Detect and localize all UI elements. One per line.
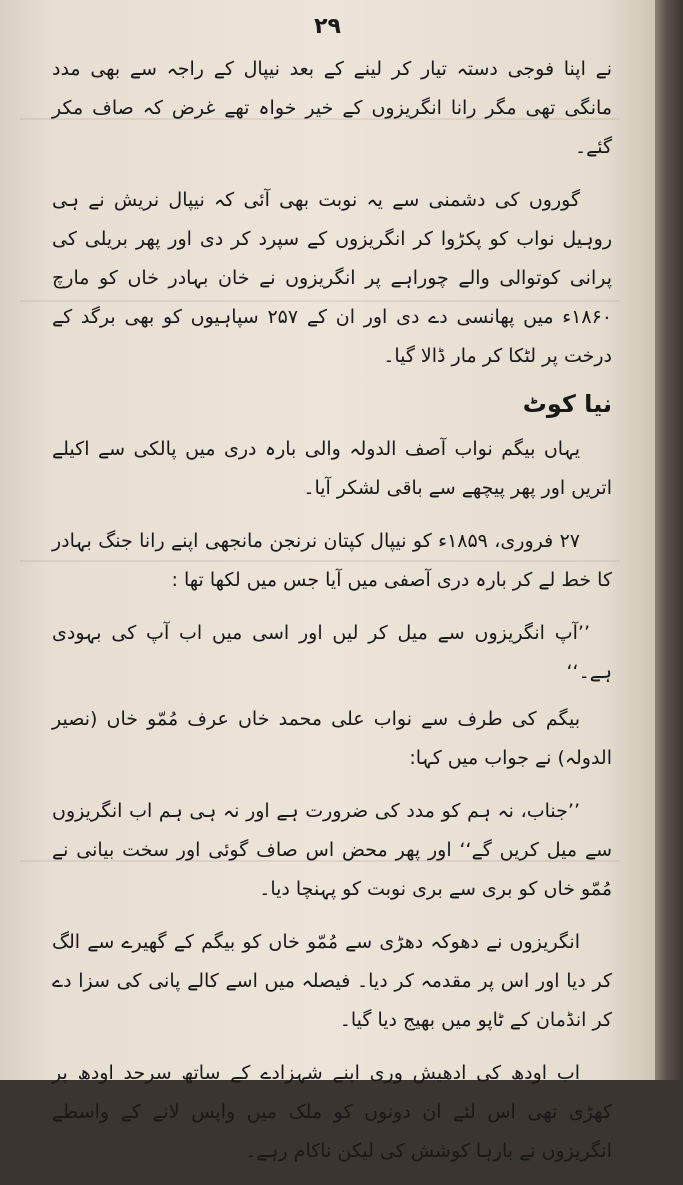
paragraph-nepal: گوروں کی دشمنی سے یہ نوبت بھی آئی کہ نیپال نریش نے ہی روہیل نواب کو پکڑوا کر انگریزوں کے سپرد کر دی اور پھر بریلی کی پرانی کوتوالی والے چوراہے پر انگریزوں نے خان بہادر خاں کو مارچ ۱۸۶۰ء میں پھانسی دے دی اور ان کے ۲۵۷ سپاہیوں کو بھی برگد کے درخت پر لٹکا کر مار ڈالا گیا۔ (52, 189, 612, 367)
page-number: ۲۹ (314, 14, 341, 39)
paragraph-trial: انگریزوں نے دھوکہ دھڑی سے مُمّو خاں کو بیگم کے گھیرے سے الگ کر دیا اور اس پر مقدمہ کر دیا۔ فیصلہ میں اسے کالے پانی کی سزا دے کر انڈمان کے ٹاپو میں بھیج دیا گیا۔ (52, 931, 612, 1031)
section-heading: نیا کوٹ (522, 390, 612, 418)
book-spine-shadow (655, 0, 683, 1080)
paragraph-awadh: اب اودھ کی ادھیش وری اپنے شہزادے کے ساتھ سرحد اودھ پر کھڑی تھی اس لئے ان دونوں کو ملک میں واپس لانے کے واسطے انگریزوں نے بارہا کوشش کی لیکن ناکام رہے۔ (52, 1062, 612, 1162)
paragraph-february: ۲۷ فروری، ۱۸۵۹ء کو نیپال کپتان نرنجن مانجھی اپنے رانا جنگ بہادر کا خط لے کر بارہ دری آصفی میں آیا جس میں لکھا تھا : (52, 530, 612, 591)
quote-reply: ’’جناب، نہ ہم کو مدد کی ضرورت ہے اور نہ ہی ہم اب انگریزوں سے میل کریں گے‘‘ اور پھر محض اس صاف گوئی اور سخت بیانی نے مُمّو خاں کو بری سے بری نوبت کو پہنچا دیا۔ (52, 800, 612, 900)
paragraph-begum: یہاں بیگم نواب آصف الدولہ والی بارہ دری میں پالکی سے اکیلے اتریں اور پھر پیچھے سے باقی لشکر آیا۔ (52, 438, 612, 499)
paragraph-reply: بیگم کی طرف سے نواب علی محمد خاں عرف مُمّو خاں (نصیر الدولہ) نے جواب میں کہا: (52, 708, 612, 769)
page-text (52, 50, 612, 1185)
quote-letter: ’’آپ انگریزوں سے میل کر لیں اور اسی میں اب آپ کی بہودی ہے۔‘‘ (52, 622, 612, 683)
paragraph-intro: نے اپنا فوجی دستہ تیار کر لینے کے بعد نیپال کے راجہ سے بھی مدد مانگی تھی مگر رانا انگریزوں کے خیر خواہ تھے غرض کہ صاف مکر گئے۔ (52, 58, 612, 158)
